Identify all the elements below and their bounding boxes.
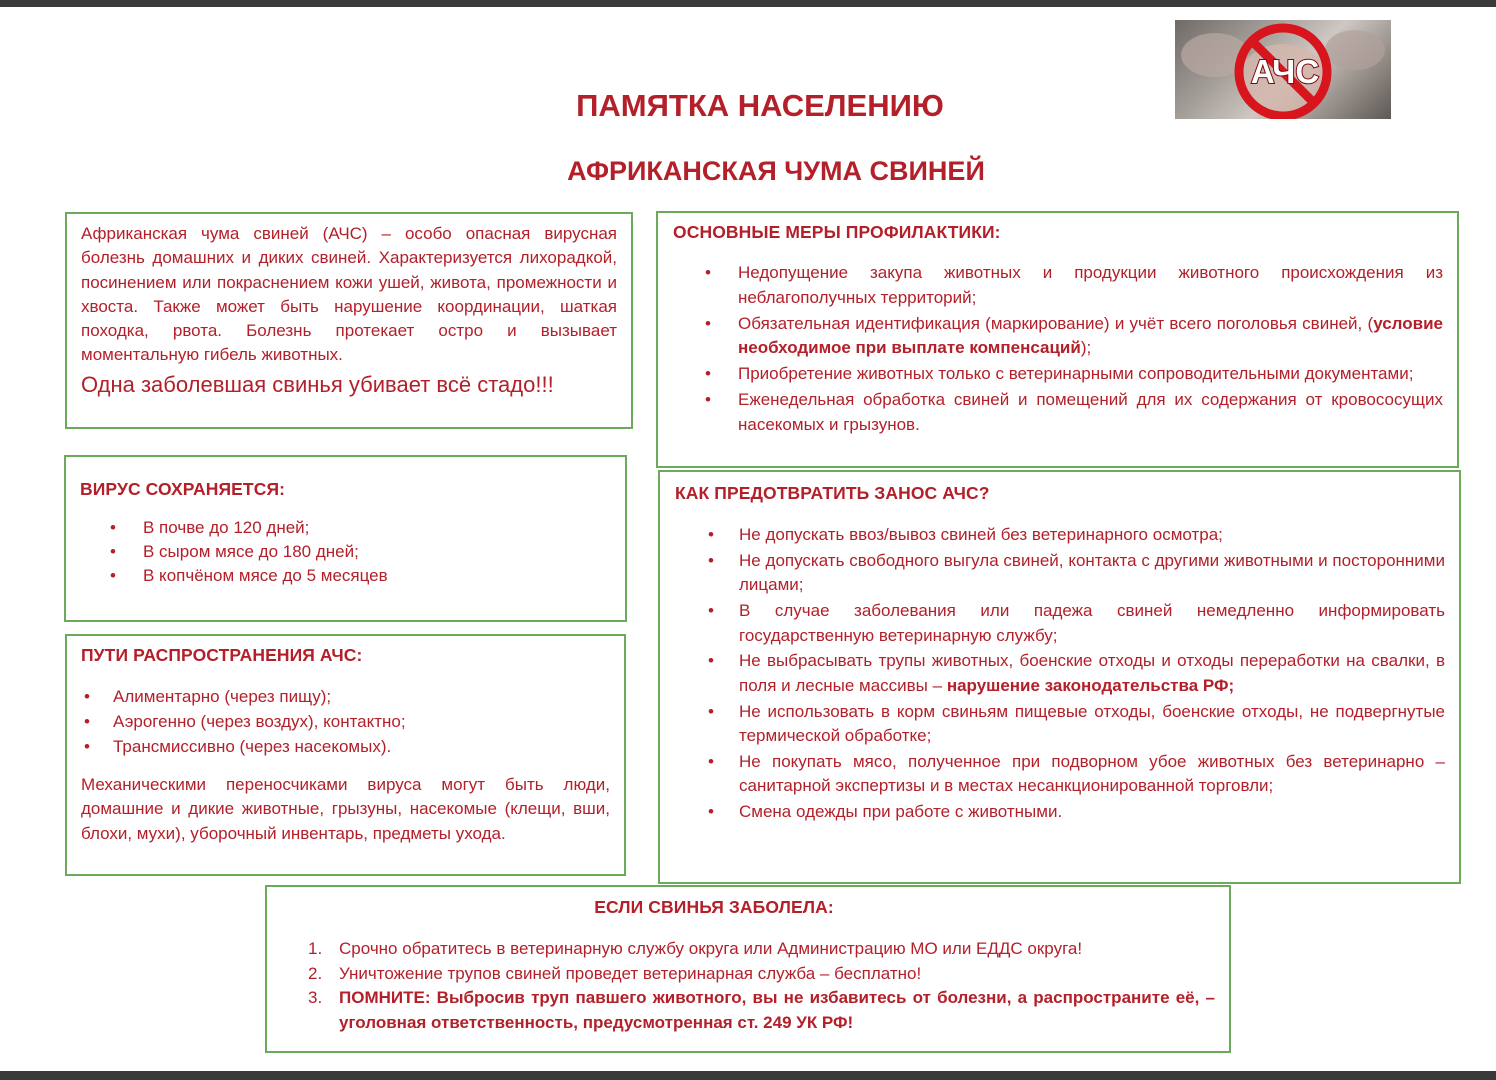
- intro-text: Африканская чума свиней (АЧС) – особо опасная вирусная болезнь домашних и диких свиней. Характеризуется лихорадкой, посинением или покраснением кожи ушей, живота, промежности и хвоста. Также может быть нарушение координации, шаткая походка, рвота. Болезнь протекает остро и вызывает моментальную гибель животных.: [81, 224, 617, 365]
- list-item: • В почве до 120 дней;: [80, 516, 611, 540]
- prevention-box: [656, 211, 1459, 468]
- prevention-list: [673, 261, 1443, 437]
- how-item-bold: нарушение законодательства РФ;: [946, 675, 1235, 695]
- sick-item-text: Уничтожение трупов свиней проведет ветеринарная служба – бесплатно!: [339, 963, 922, 983]
- list-item: • В сыром мясе до 180 дней;: [80, 540, 611, 564]
- intro-box: [65, 212, 633, 429]
- top-edge-bar: [0, 0, 1496, 7]
- spread-list: [81, 684, 610, 759]
- prevention-item-text: );: [1080, 338, 1092, 357]
- list-item: • Не покупать мясо, полученное при подворном убое животных без ветеринарно – санитарной экспертизы и в местах несанкционированной торговли;: [675, 750, 1445, 799]
- spread-heading: ПУТИ РАСПРОСТРАНЕНИЯ АЧС:: [81, 645, 363, 665]
- how-item-text: Не выбрасывать трупы животных, боенские отходы и отходы переработки на свалки, в поля и лесные массивы –: [739, 651, 1445, 695]
- list-number: 1.: [308, 939, 323, 958]
- sick-item-text: Срочно обратитесь в ветеринарную службу округа или Администрацию МО или ЕДДС округа!: [339, 939, 1083, 958]
- how-to-prevent-box: [658, 470, 1461, 884]
- list-item: • В копчёном мясе до 5 месяцев: [80, 564, 611, 588]
- list-item: • Алиментарно (через пищу);: [81, 684, 610, 709]
- how-list: [675, 523, 1445, 825]
- list-item: [675, 649, 1445, 698]
- spread-text: Механическими переносчиками вируса могут быть люди, домашние и дикие животные, грызуны, насекомые (клещи, вши, блохи, мухи), уборочный инвентарь, предметы ухода.: [81, 775, 610, 843]
- list-item: • Аэрогенно (через воздух), контактно;: [81, 709, 610, 734]
- if-sick-box: [265, 885, 1231, 1053]
- sick-heading: ЕСЛИ СВИНЬЯ ЗАБОЛЕЛА:: [594, 897, 834, 917]
- sick-item-bold: ПОМНИТЕ: Выбросив труп павшего животного, вы не избавитесь от болезни, а распространите её, – уголовная ответственность, предусмотренная ст. 249 УК РФ!: [339, 988, 1215, 1032]
- prevention-item-text: Еженедельная обработка свиней и помещений для их содержания от кровососущих насекомых и грызунов.: [738, 390, 1443, 434]
- how-heading: КАК ПРЕДОТВРАТИТЬ ЗАНОС АЧС?: [675, 483, 990, 503]
- list-item: • Не допускать ввоз/вывоз свиней без ветеринарного осмотра;: [675, 523, 1445, 548]
- list-item: [281, 937, 1215, 962]
- virus-box: [64, 455, 627, 622]
- list-item: [673, 312, 1443, 361]
- page-title: ПАМЯТКА НАСЕЛЕНИЮ: [576, 88, 944, 123]
- intro-warning: Одна заболевшая свинья убивает всё стадо!!!: [81, 371, 554, 397]
- prevention-item-text: Приобретение животных только с ветеринарными сопроводительными документами;: [738, 364, 1414, 383]
- bottom-edge-bar: [0, 1071, 1496, 1080]
- list-item: • Не допускать свободного выгула свиней, контакта с другими животными и посторонними лицами;: [675, 549, 1445, 598]
- list-number: 2.: [308, 963, 323, 983]
- list-number: 3.: [308, 988, 323, 1007]
- list-item: [673, 362, 1443, 387]
- list-item: [281, 986, 1215, 1035]
- list-item: • Не использовать в корм свиньям пищевые отходы, боенские отходы, не подвергнутые термической обработке;: [675, 700, 1445, 749]
- list-item: • В случае заболевания или падежа свиней немедленно информировать государственную ветеринарную службу;: [675, 599, 1445, 648]
- prevention-item-text: Недопущение закупа животных и продукции животного происхождения из неблагополучных территорий;: [738, 263, 1443, 307]
- list-item: [673, 261, 1443, 310]
- page-subtitle: АФРИКАНСКАЯ ЧУМА СВИНЕЙ: [567, 156, 985, 186]
- list-item: [281, 962, 1215, 987]
- virus-list: [80, 516, 611, 588]
- logo-text: АЧС: [1250, 53, 1320, 90]
- sick-list: [281, 937, 1215, 1035]
- prevention-heading: ОСНОВНЫЕ МЕРЫ ПРОФИЛАКТИКИ:: [673, 222, 1001, 242]
- prevention-item-text: Обязательная идентификация (маркирование) и учёт всего поголовья свиней, (: [738, 313, 1374, 333]
- list-item: [673, 388, 1443, 437]
- prevention-item-bold: условие необходимое при выплате компенсаций: [738, 313, 1443, 357]
- spread-box: [65, 634, 626, 876]
- list-item: • Смена одежды при работе с животными.: [675, 800, 1445, 825]
- list-item: • Трансмиссивно (через насекомых).: [81, 734, 610, 759]
- virus-heading: ВИРУС СОХРАНЯЕТСЯ:: [80, 479, 286, 499]
